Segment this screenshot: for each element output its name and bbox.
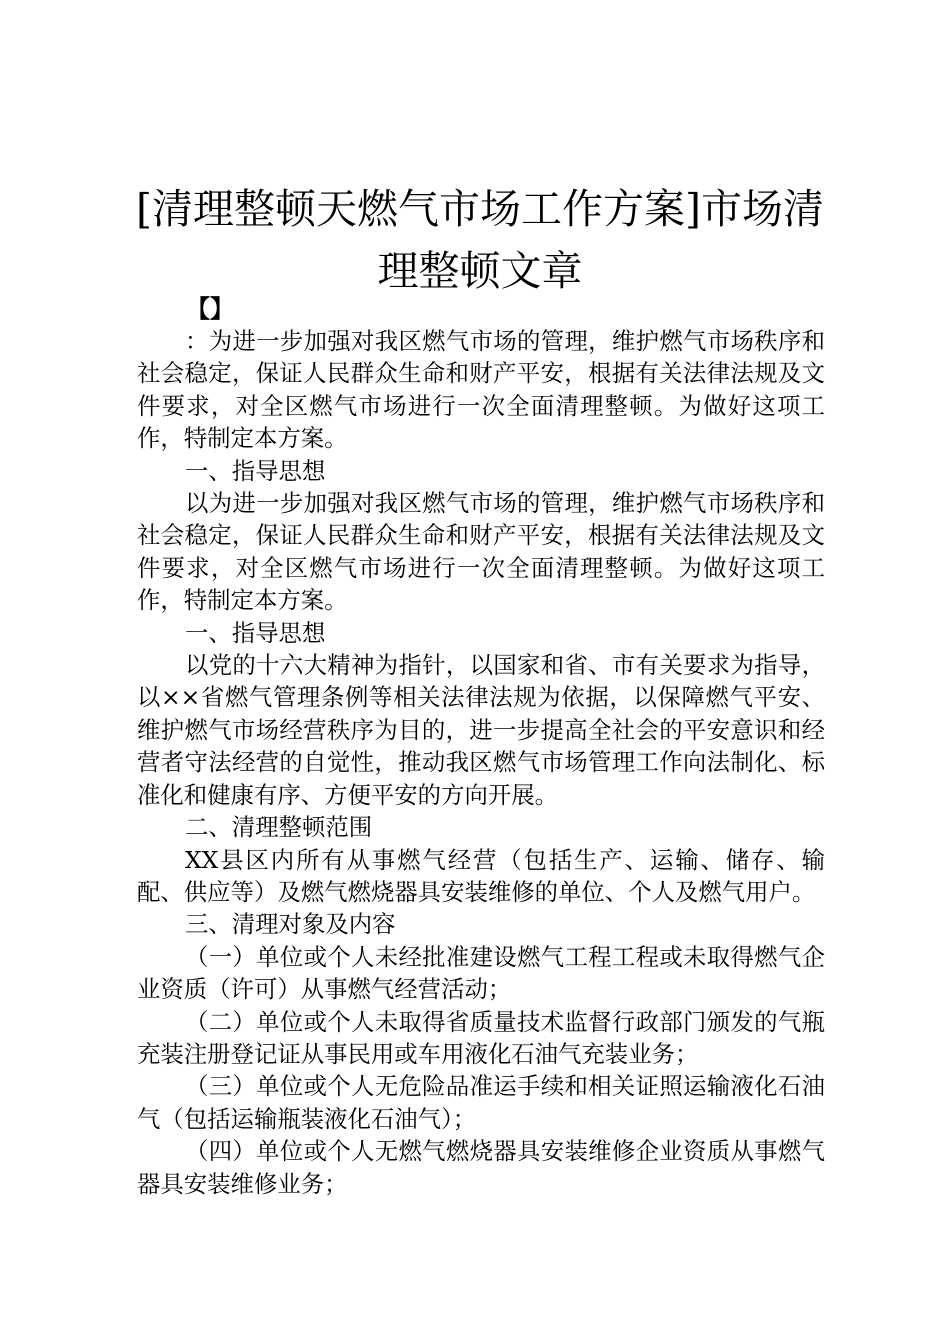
paragraph: XX县区内所有从事燃气经营（包括生产、运输、储存、输配、供应等）及燃气燃烧器具安装维修的单位、个人及燃气用户。 bbox=[137, 845, 825, 906]
paragraph-intro: ：为进一步加强对我区燃气市场的管理，维护燃气市场秩序和社会稳定，保证人民群众生命和财产平安，根据有关法律法规及文件要求，对全区燃气市场进行一次全面清理整顿。为做好这项工作，特制定本方案。 bbox=[137, 327, 825, 453]
bracket-label: 【】 bbox=[186, 295, 234, 323]
list-item: （二）单位或个人未取得省质量技术监督行政部门颁发的气瓶充装注册登记证从事民用或车用液化石油气充装业务； bbox=[137, 1007, 825, 1068]
list-item: （四）单位或个人无燃气燃烧器具安装维修企业资质从事燃气器具安装维修业务； bbox=[137, 1137, 825, 1198]
document-title: [清理整顿天燃气市场工作方案]市场清理整顿文章 bbox=[136, 185, 824, 295]
section-heading: 二、清理整顿范围 bbox=[185, 813, 373, 842]
section-heading: 一、指导思想 bbox=[185, 618, 326, 647]
document-body bbox=[137, 325, 825, 1200]
list-item: （一）单位或个人未经批准建设燃气工程工程或未取得燃气企业资质（许可）从事燃气经营活动； bbox=[137, 942, 825, 1004]
section-heading: 三、清理对象及内容 bbox=[185, 910, 396, 939]
section-heading: 一、指导思想 bbox=[185, 456, 326, 485]
paragraph: 以党的十六大精神为指针，以国家和省、市有关要求为指导，以××省燃气管理条例等相关法律法规为依据，以保障燃气平安、维护燃气市场经营秩序为目的，进一步提高全社会的平安意识和经营者守法经营的自觉性，推动我区燃气市场管理工作向法制化、标准化和健康有序、方便平安的方向开展。 bbox=[137, 651, 825, 809]
paragraph: 以为进一步加强对我区燃气市场的管理，维护燃气市场秩序和社会稳定，保证人民群众生命和财产平安，根据有关法律法规及文件要求，对全区燃气市场进行一次全面清理整顿。为做好这项工作，特制定本方案。 bbox=[137, 489, 825, 615]
list-item: （三）单位或个人无危险品准运手续和相关证照运输液化石油气（包括运输瓶装液化石油气）； bbox=[137, 1072, 825, 1133]
